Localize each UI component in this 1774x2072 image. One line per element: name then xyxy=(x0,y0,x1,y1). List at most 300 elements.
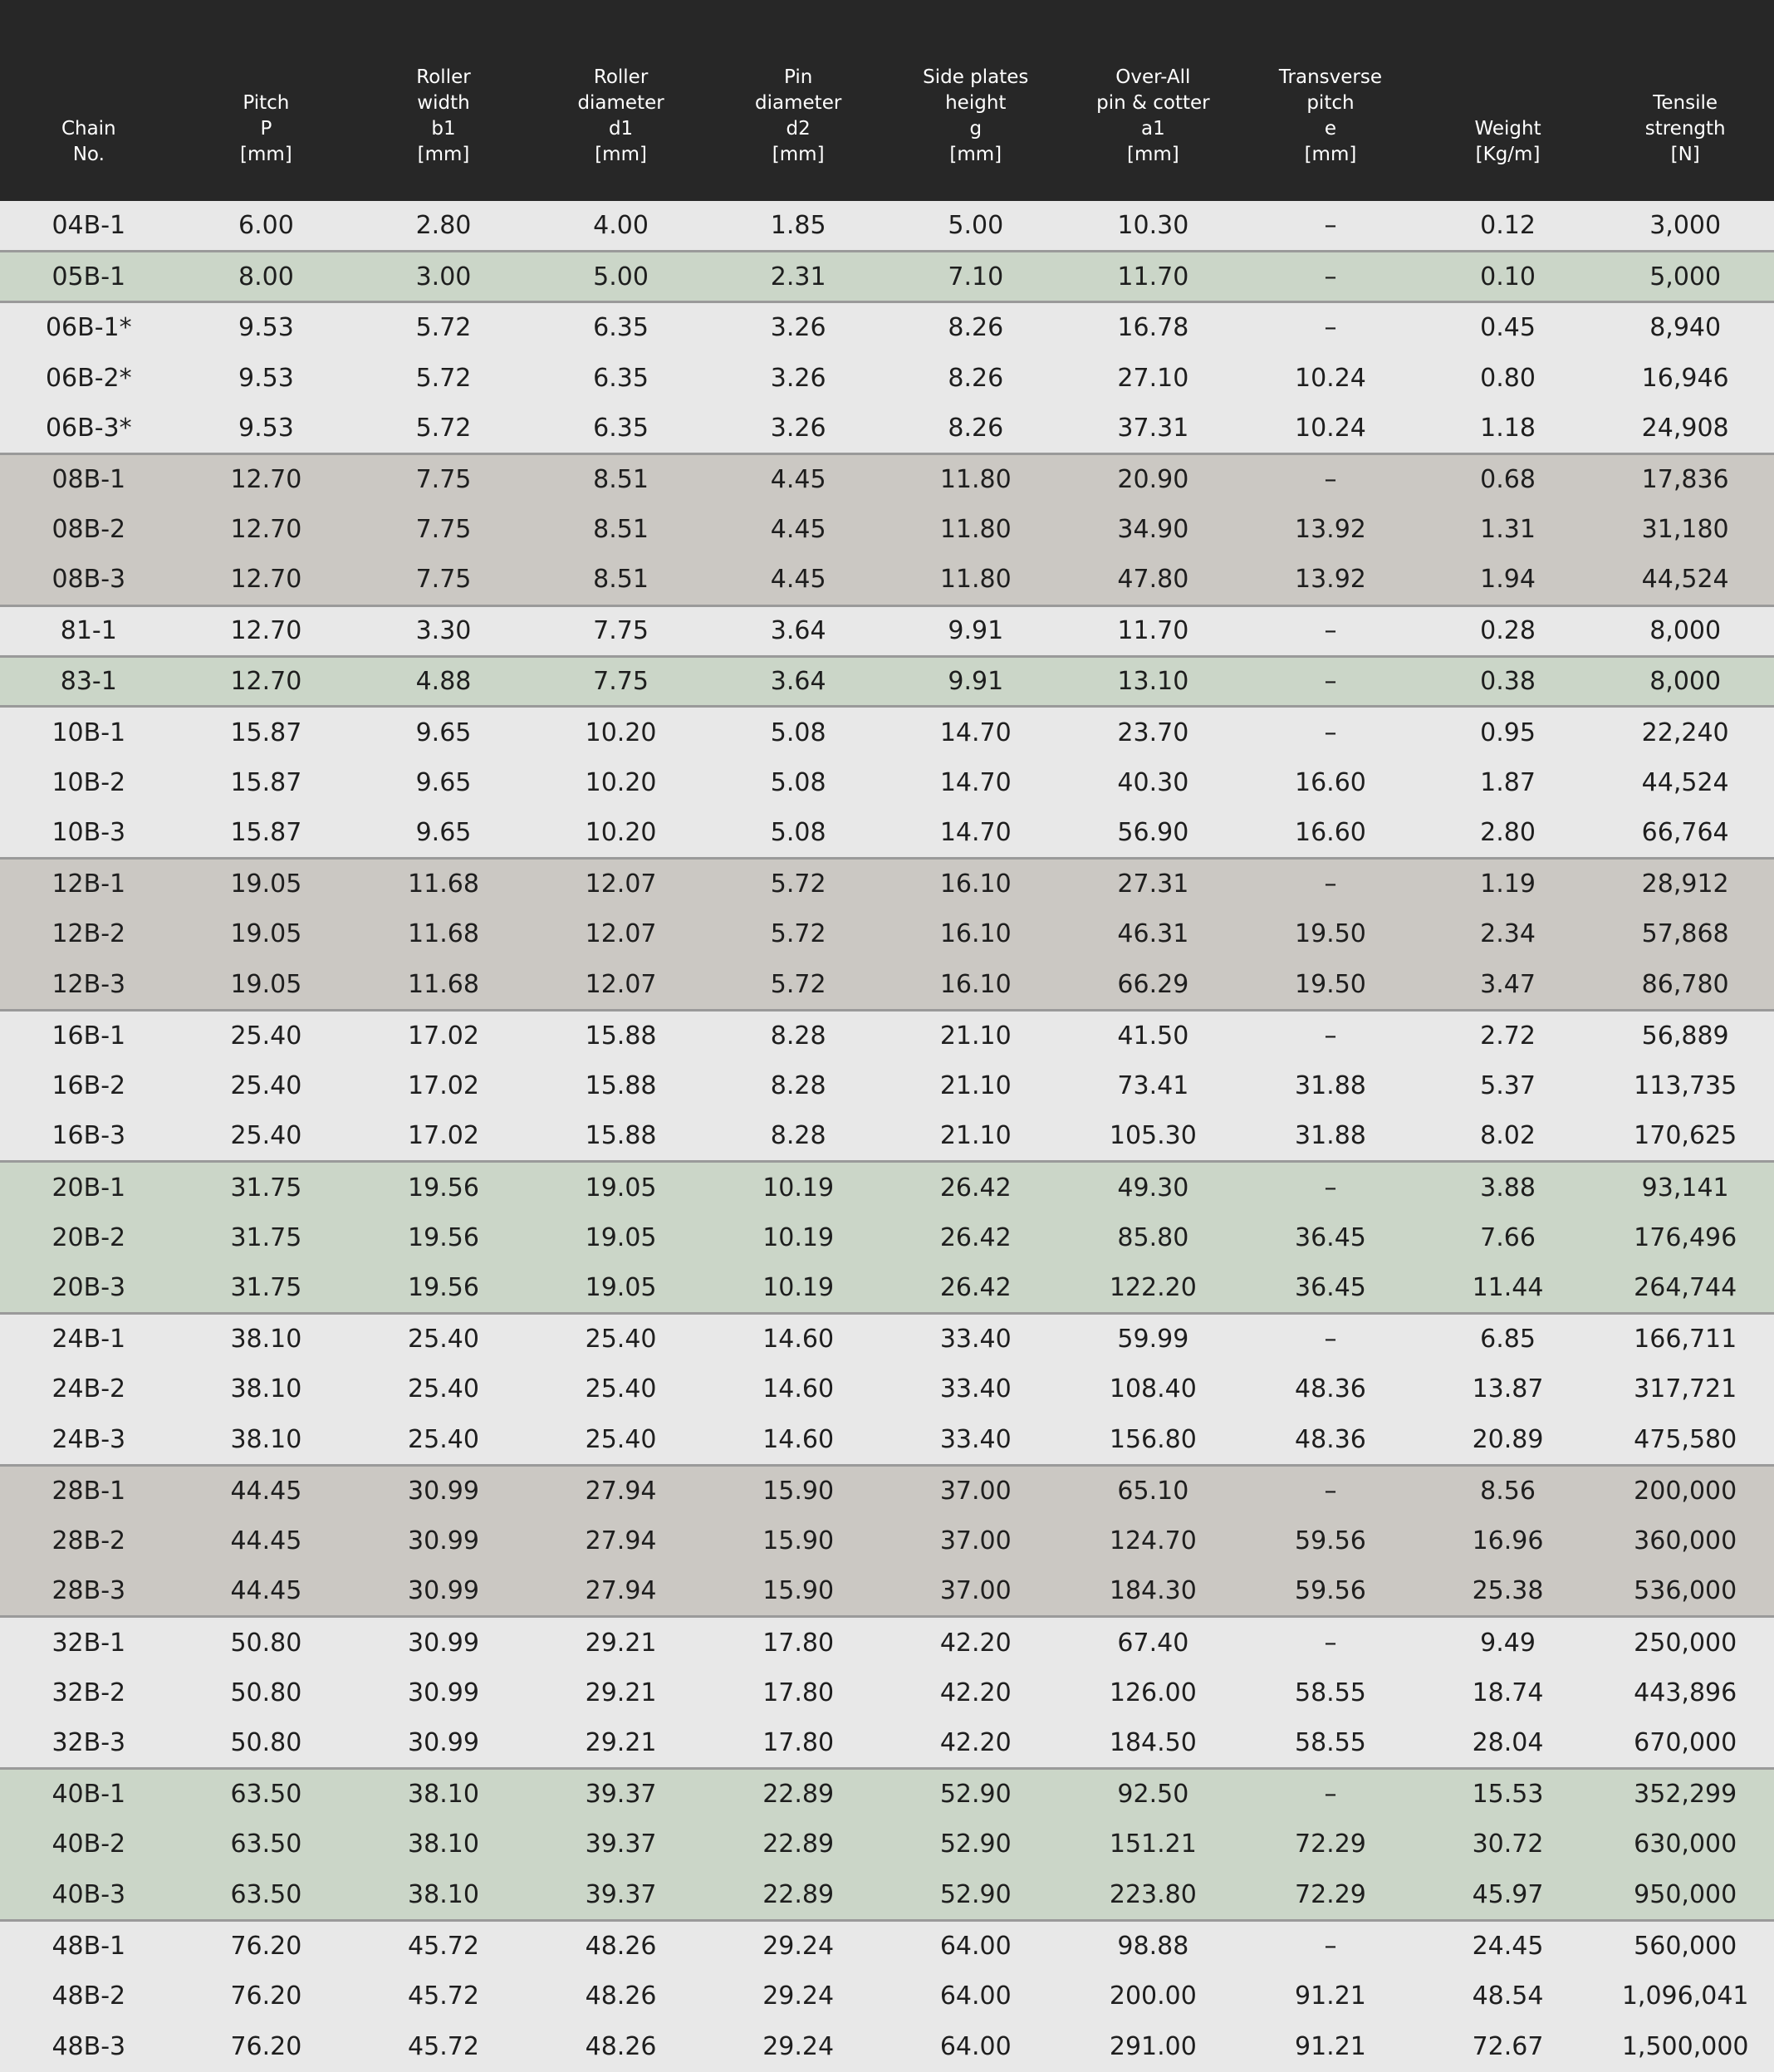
cell-weight: 72.67 xyxy=(1419,2021,1597,2072)
cell-chain-no: 20B-2 xyxy=(0,1212,178,1263)
table-row xyxy=(0,1516,1774,1566)
cell-side-plates-height: 52.90 xyxy=(887,1769,1065,1820)
cell-chain-no: 28B-3 xyxy=(0,1566,178,1617)
table-row xyxy=(0,453,1774,504)
cell-roller-width: 5.72 xyxy=(355,404,532,454)
cell-pitch: 25.40 xyxy=(178,1060,355,1111)
cell-tensile-strength: 670,000 xyxy=(1596,1718,1774,1769)
table-row xyxy=(0,504,1774,555)
cell-roller-diameter: 29.21 xyxy=(532,1668,710,1718)
cell-pin-diameter: 10.19 xyxy=(709,1263,887,1314)
cell-transverse-pitch: 91.21 xyxy=(1242,1971,1419,2021)
cell-transverse-pitch: – xyxy=(1242,1465,1419,1516)
cell-side-plates-height: 8.26 xyxy=(887,302,1065,353)
cell-over-all: 126.00 xyxy=(1065,1668,1242,1718)
cell-roller-width: 5.72 xyxy=(355,353,532,404)
cell-roller-width: 38.10 xyxy=(355,1820,532,1870)
cell-chain-no: 48B-2 xyxy=(0,1971,178,2021)
cell-side-plates-height: 5.00 xyxy=(887,201,1065,252)
cell-side-plates-height: 21.10 xyxy=(887,1111,1065,1162)
cell-chain-no: 40B-1 xyxy=(0,1769,178,1820)
cell-side-plates-height: 33.40 xyxy=(887,1364,1065,1414)
cell-roller-diameter: 39.37 xyxy=(532,1869,710,1920)
cell-chain-no: 83-1 xyxy=(0,656,178,707)
cell-weight: 9.49 xyxy=(1419,1617,1597,1668)
cell-tensile-strength: 8,000 xyxy=(1596,605,1774,656)
cell-weight: 25.38 xyxy=(1419,1566,1597,1617)
cell-roller-width: 17.02 xyxy=(355,1010,532,1060)
cell-pitch: 9.53 xyxy=(178,404,355,454)
cell-chain-no: 08B-1 xyxy=(0,453,178,504)
cell-weight: 0.80 xyxy=(1419,353,1597,404)
cell-roller-width: 38.10 xyxy=(355,1769,532,1820)
cell-tensile-strength: 1,096,041 xyxy=(1596,1971,1774,2021)
cell-chain-no: 06B-2* xyxy=(0,353,178,404)
cell-side-plates-height: 9.91 xyxy=(887,605,1065,656)
cell-side-plates-height: 64.00 xyxy=(887,1971,1065,2021)
table-row xyxy=(0,1668,1774,1718)
cell-roller-width: 30.99 xyxy=(355,1566,532,1617)
cell-transverse-pitch: 91.21 xyxy=(1242,2021,1419,2072)
cell-transverse-pitch: – xyxy=(1242,453,1419,504)
cell-weight: 0.10 xyxy=(1419,252,1597,302)
cell-weight: 24.45 xyxy=(1419,1920,1597,1971)
cell-over-all: 73.41 xyxy=(1065,1060,1242,1111)
cell-tensile-strength: 950,000 xyxy=(1596,1869,1774,1920)
cell-roller-width: 4.88 xyxy=(355,656,532,707)
cell-side-plates-height: 26.42 xyxy=(887,1263,1065,1314)
cell-over-all: 184.50 xyxy=(1065,1718,1242,1769)
cell-tensile-strength: 317,721 xyxy=(1596,1364,1774,1414)
cell-transverse-pitch: 72.29 xyxy=(1242,1820,1419,1870)
cell-side-plates-height: 52.90 xyxy=(887,1869,1065,1920)
cell-roller-diameter: 19.05 xyxy=(532,1162,710,1212)
cell-pin-diameter: 14.60 xyxy=(709,1414,887,1465)
cell-transverse-pitch: – xyxy=(1242,1162,1419,1212)
table-row xyxy=(0,302,1774,353)
cell-chain-no: 20B-1 xyxy=(0,1162,178,1212)
cell-roller-diameter: 25.40 xyxy=(532,1414,710,1465)
cell-side-plates-height: 33.40 xyxy=(887,1414,1065,1465)
cell-pin-diameter: 5.72 xyxy=(709,909,887,959)
cell-tensile-strength: 630,000 xyxy=(1596,1820,1774,1870)
cell-side-plates-height: 37.00 xyxy=(887,1566,1065,1617)
cell-chain-no: 08B-3 xyxy=(0,555,178,605)
cell-roller-diameter: 6.35 xyxy=(532,302,710,353)
cell-transverse-pitch: – xyxy=(1242,656,1419,707)
cell-pin-diameter: 15.90 xyxy=(709,1465,887,1516)
cell-chain-no: 28B-2 xyxy=(0,1516,178,1566)
cell-chain-no: 32B-1 xyxy=(0,1617,178,1668)
cell-transverse-pitch: 58.55 xyxy=(1242,1668,1419,1718)
cell-roller-diameter: 39.37 xyxy=(532,1820,710,1870)
cell-chain-no: 16B-3 xyxy=(0,1111,178,1162)
cell-roller-width: 9.65 xyxy=(355,707,532,757)
cell-over-all: 46.31 xyxy=(1065,909,1242,959)
cell-roller-width: 11.68 xyxy=(355,859,532,909)
cell-roller-diameter: 27.94 xyxy=(532,1516,710,1566)
cell-roller-width: 11.68 xyxy=(355,959,532,1010)
cell-chain-no: 24B-1 xyxy=(0,1314,178,1364)
cell-tensile-strength: 86,780 xyxy=(1596,959,1774,1010)
cell-tensile-strength: 200,000 xyxy=(1596,1465,1774,1516)
cell-transverse-pitch: 36.45 xyxy=(1242,1263,1419,1314)
cell-pin-diameter: 22.89 xyxy=(709,1869,887,1920)
table-row xyxy=(0,707,1774,757)
cell-roller-diameter: 7.75 xyxy=(532,656,710,707)
cell-transverse-pitch: 16.60 xyxy=(1242,808,1419,859)
header-roller-width: Roller width b1 [mm] xyxy=(355,0,532,201)
cell-over-all: 291.00 xyxy=(1065,2021,1242,2072)
table-row xyxy=(0,959,1774,1010)
cell-transverse-pitch: – xyxy=(1242,859,1419,909)
cell-pitch: 76.20 xyxy=(178,2021,355,2072)
cell-pitch: 31.75 xyxy=(178,1162,355,1212)
cell-weight: 45.97 xyxy=(1419,1869,1597,1920)
cell-transverse-pitch: – xyxy=(1242,605,1419,656)
table-row xyxy=(0,1566,1774,1617)
cell-pin-diameter: 8.28 xyxy=(709,1111,887,1162)
cell-over-all: 40.30 xyxy=(1065,757,1242,808)
cell-side-plates-height: 26.42 xyxy=(887,1162,1065,1212)
cell-over-all: 200.00 xyxy=(1065,1971,1242,2021)
cell-weight: 0.38 xyxy=(1419,656,1597,707)
cell-over-all: 122.20 xyxy=(1065,1263,1242,1314)
cell-pin-diameter: 14.60 xyxy=(709,1364,887,1414)
table-row xyxy=(0,1060,1774,1111)
cell-roller-diameter: 8.51 xyxy=(532,555,710,605)
cell-pitch: 50.80 xyxy=(178,1617,355,1668)
cell-transverse-pitch: 31.88 xyxy=(1242,1060,1419,1111)
cell-transverse-pitch: 10.24 xyxy=(1242,353,1419,404)
table-row xyxy=(0,1465,1774,1516)
cell-pitch: 38.10 xyxy=(178,1364,355,1414)
cell-over-all: 108.40 xyxy=(1065,1364,1242,1414)
cell-chain-no: 16B-1 xyxy=(0,1010,178,1060)
cell-tensile-strength: 113,735 xyxy=(1596,1060,1774,1111)
cell-weight: 3.47 xyxy=(1419,959,1597,1010)
header-over-all: Over-All pin & cotter a1 [mm] xyxy=(1065,0,1242,201)
cell-tensile-strength: 166,711 xyxy=(1596,1314,1774,1364)
cell-over-all: 37.31 xyxy=(1065,404,1242,454)
cell-roller-diameter: 29.21 xyxy=(532,1718,710,1769)
cell-pitch: 50.80 xyxy=(178,1668,355,1718)
cell-weight: 1.18 xyxy=(1419,404,1597,454)
cell-pin-diameter: 5.08 xyxy=(709,808,887,859)
cell-transverse-pitch: 36.45 xyxy=(1242,1212,1419,1263)
cell-roller-diameter: 10.20 xyxy=(532,707,710,757)
cell-roller-diameter: 12.07 xyxy=(532,959,710,1010)
cell-pin-diameter: 3.26 xyxy=(709,302,887,353)
header-side-plates-height: Side plates height g [mm] xyxy=(887,0,1065,201)
cell-roller-diameter: 29.21 xyxy=(532,1617,710,1668)
cell-weight: 30.72 xyxy=(1419,1820,1597,1870)
cell-over-all: 23.70 xyxy=(1065,707,1242,757)
cell-over-all: 10.30 xyxy=(1065,201,1242,252)
cell-over-all: 13.10 xyxy=(1065,656,1242,707)
cell-side-plates-height: 11.80 xyxy=(887,453,1065,504)
cell-weight: 3.88 xyxy=(1419,1162,1597,1212)
cell-tensile-strength: 56,889 xyxy=(1596,1010,1774,1060)
cell-chain-no: 16B-2 xyxy=(0,1060,178,1111)
cell-pin-diameter: 8.28 xyxy=(709,1010,887,1060)
cell-over-all: 105.30 xyxy=(1065,1111,1242,1162)
table-row xyxy=(0,555,1774,605)
cell-weight: 1.94 xyxy=(1419,555,1597,605)
cell-roller-diameter: 6.35 xyxy=(532,353,710,404)
cell-tensile-strength: 352,299 xyxy=(1596,1769,1774,1820)
cell-side-plates-height: 33.40 xyxy=(887,1314,1065,1364)
cell-roller-width: 30.99 xyxy=(355,1718,532,1769)
cell-roller-width: 17.02 xyxy=(355,1111,532,1162)
cell-pin-diameter: 17.80 xyxy=(709,1718,887,1769)
cell-pin-diameter: 5.72 xyxy=(709,859,887,909)
cell-pitch: 19.05 xyxy=(178,959,355,1010)
cell-side-plates-height: 42.20 xyxy=(887,1617,1065,1668)
cell-pitch: 63.50 xyxy=(178,1820,355,1870)
cell-weight: 2.34 xyxy=(1419,909,1597,959)
header-tensile-strength: Tensile strength [N] xyxy=(1596,0,1774,201)
cell-chain-no: 12B-1 xyxy=(0,859,178,909)
cell-tensile-strength: 44,524 xyxy=(1596,757,1774,808)
cell-over-all: 156.80 xyxy=(1065,1414,1242,1465)
cell-roller-width: 30.99 xyxy=(355,1668,532,1718)
cell-over-all: 56.90 xyxy=(1065,808,1242,859)
cell-roller-diameter: 5.00 xyxy=(532,252,710,302)
cell-pitch: 6.00 xyxy=(178,201,355,252)
cell-roller-diameter: 6.35 xyxy=(532,404,710,454)
cell-weight: 8.56 xyxy=(1419,1465,1597,1516)
cell-transverse-pitch: 16.60 xyxy=(1242,757,1419,808)
cell-pin-diameter: 22.89 xyxy=(709,1769,887,1820)
table-row xyxy=(0,1718,1774,1769)
cell-tensile-strength: 536,000 xyxy=(1596,1566,1774,1617)
cell-roller-width: 7.75 xyxy=(355,504,532,555)
cell-side-plates-height: 21.10 xyxy=(887,1010,1065,1060)
cell-pin-diameter: 10.19 xyxy=(709,1162,887,1212)
table-row xyxy=(0,404,1774,454)
cell-weight: 18.74 xyxy=(1419,1668,1597,1718)
cell-roller-diameter: 7.75 xyxy=(532,605,710,656)
cell-pitch: 38.10 xyxy=(178,1314,355,1364)
cell-chain-no: 10B-3 xyxy=(0,808,178,859)
cell-pitch: 12.70 xyxy=(178,656,355,707)
cell-chain-no: 32B-3 xyxy=(0,1718,178,1769)
cell-tensile-strength: 31,180 xyxy=(1596,504,1774,555)
cell-tensile-strength: 8,940 xyxy=(1596,302,1774,353)
cell-roller-width: 19.56 xyxy=(355,1212,532,1263)
cell-over-all: 11.70 xyxy=(1065,605,1242,656)
cell-side-plates-height: 7.10 xyxy=(887,252,1065,302)
cell-side-plates-height: 21.10 xyxy=(887,1060,1065,1111)
cell-pitch: 25.40 xyxy=(178,1010,355,1060)
cell-roller-diameter: 10.20 xyxy=(532,757,710,808)
cell-roller-width: 3.00 xyxy=(355,252,532,302)
cell-roller-diameter: 15.88 xyxy=(532,1060,710,1111)
cell-chain-no: 08B-2 xyxy=(0,504,178,555)
cell-roller-diameter: 27.94 xyxy=(532,1566,710,1617)
table-body xyxy=(0,201,1774,2072)
cell-tensile-strength: 170,625 xyxy=(1596,1111,1774,1162)
table-row xyxy=(0,909,1774,959)
cell-tensile-strength: 176,496 xyxy=(1596,1212,1774,1263)
cell-chain-no: 81-1 xyxy=(0,605,178,656)
cell-tensile-strength: 250,000 xyxy=(1596,1617,1774,1668)
cell-over-all: 223.80 xyxy=(1065,1869,1242,1920)
cell-pitch: 19.05 xyxy=(178,909,355,959)
cell-roller-diameter: 48.26 xyxy=(532,1971,710,2021)
cell-pitch: 44.45 xyxy=(178,1465,355,1516)
table-row xyxy=(0,757,1774,808)
cell-pitch: 15.87 xyxy=(178,707,355,757)
cell-pin-diameter: 3.26 xyxy=(709,353,887,404)
cell-pin-diameter: 2.31 xyxy=(709,252,887,302)
cell-side-plates-height: 8.26 xyxy=(887,353,1065,404)
table-row xyxy=(0,1769,1774,1820)
cell-pin-diameter: 1.85 xyxy=(709,201,887,252)
cell-chain-no: 32B-2 xyxy=(0,1668,178,1718)
cell-roller-width: 30.99 xyxy=(355,1617,532,1668)
cell-roller-width: 17.02 xyxy=(355,1060,532,1111)
table-row xyxy=(0,656,1774,707)
cell-roller-width: 9.65 xyxy=(355,757,532,808)
cell-side-plates-height: 16.10 xyxy=(887,909,1065,959)
cell-pin-diameter: 8.28 xyxy=(709,1060,887,1111)
cell-side-plates-height: 14.70 xyxy=(887,808,1065,859)
cell-side-plates-height: 8.26 xyxy=(887,404,1065,454)
cell-over-all: 65.10 xyxy=(1065,1465,1242,1516)
cell-side-plates-height: 64.00 xyxy=(887,1920,1065,1971)
table-row xyxy=(0,1010,1774,1060)
cell-side-plates-height: 14.70 xyxy=(887,707,1065,757)
cell-weight: 7.66 xyxy=(1419,1212,1597,1263)
cell-roller-width: 19.56 xyxy=(355,1162,532,1212)
cell-tensile-strength: 57,868 xyxy=(1596,909,1774,959)
cell-tensile-strength: 16,946 xyxy=(1596,353,1774,404)
cell-roller-diameter: 12.07 xyxy=(532,909,710,959)
cell-pin-diameter: 10.19 xyxy=(709,1212,887,1263)
cell-over-all: 16.78 xyxy=(1065,302,1242,353)
cell-pin-diameter: 15.90 xyxy=(709,1566,887,1617)
cell-tensile-strength: 93,141 xyxy=(1596,1162,1774,1212)
table-row xyxy=(0,1364,1774,1414)
cell-pitch: 31.75 xyxy=(178,1263,355,1314)
cell-chain-no: 48B-3 xyxy=(0,2021,178,2072)
header-row xyxy=(0,0,1774,201)
cell-chain-no: 40B-2 xyxy=(0,1820,178,1870)
cell-roller-width: 25.40 xyxy=(355,1364,532,1414)
cell-pitch: 44.45 xyxy=(178,1566,355,1617)
cell-over-all: 34.90 xyxy=(1065,504,1242,555)
cell-pin-diameter: 5.08 xyxy=(709,757,887,808)
cell-transverse-pitch: – xyxy=(1242,302,1419,353)
cell-roller-diameter: 39.37 xyxy=(532,1769,710,1820)
cell-over-all: 85.80 xyxy=(1065,1212,1242,1263)
cell-pin-diameter: 4.45 xyxy=(709,555,887,605)
cell-roller-width: 9.65 xyxy=(355,808,532,859)
cell-weight: 0.28 xyxy=(1419,605,1597,656)
table-header xyxy=(0,0,1774,201)
cell-roller-diameter: 4.00 xyxy=(532,201,710,252)
cell-transverse-pitch: 59.56 xyxy=(1242,1566,1419,1617)
cell-roller-width: 38.10 xyxy=(355,1869,532,1920)
cell-transverse-pitch: – xyxy=(1242,707,1419,757)
cell-transverse-pitch: 13.92 xyxy=(1242,504,1419,555)
cell-weight: 0.95 xyxy=(1419,707,1597,757)
cell-pin-diameter: 15.90 xyxy=(709,1516,887,1566)
cell-over-all: 41.50 xyxy=(1065,1010,1242,1060)
cell-transverse-pitch: 13.92 xyxy=(1242,555,1419,605)
cell-transverse-pitch: – xyxy=(1242,1617,1419,1668)
table-row xyxy=(0,1212,1774,1263)
cell-roller-diameter: 8.51 xyxy=(532,453,710,504)
cell-tensile-strength: 560,000 xyxy=(1596,1920,1774,1971)
cell-tensile-strength: 66,764 xyxy=(1596,808,1774,859)
cell-weight: 6.85 xyxy=(1419,1314,1597,1364)
header-weight: Weight [Kg/m] xyxy=(1419,0,1597,201)
cell-roller-width: 3.30 xyxy=(355,605,532,656)
cell-weight: 13.87 xyxy=(1419,1364,1597,1414)
cell-roller-width: 7.75 xyxy=(355,453,532,504)
cell-roller-width: 45.72 xyxy=(355,1971,532,2021)
table-row xyxy=(0,252,1774,302)
cell-tensile-strength: 475,580 xyxy=(1596,1414,1774,1465)
cell-pitch: 12.70 xyxy=(178,605,355,656)
cell-transverse-pitch: – xyxy=(1242,252,1419,302)
cell-pin-diameter: 3.64 xyxy=(709,656,887,707)
cell-weight: 2.72 xyxy=(1419,1010,1597,1060)
cell-tensile-strength: 8,000 xyxy=(1596,656,1774,707)
cell-side-plates-height: 52.90 xyxy=(887,1820,1065,1870)
cell-transverse-pitch: 72.29 xyxy=(1242,1869,1419,1920)
cell-chain-no: 20B-3 xyxy=(0,1263,178,1314)
cell-side-plates-height: 64.00 xyxy=(887,2021,1065,2072)
header-pitch: Pitch P [mm] xyxy=(178,0,355,201)
cell-pin-diameter: 3.64 xyxy=(709,605,887,656)
table-row xyxy=(0,859,1774,909)
cell-transverse-pitch: – xyxy=(1242,1769,1419,1820)
cell-weight: 1.19 xyxy=(1419,859,1597,909)
cell-weight: 1.31 xyxy=(1419,504,1597,555)
cell-roller-width: 7.75 xyxy=(355,555,532,605)
cell-tensile-strength: 3,000 xyxy=(1596,201,1774,252)
cell-pitch: 12.70 xyxy=(178,453,355,504)
cell-roller-diameter: 15.88 xyxy=(532,1010,710,1060)
cell-chain-no: 12B-2 xyxy=(0,909,178,959)
cell-roller-diameter: 25.40 xyxy=(532,1314,710,1364)
cell-over-all: 11.70 xyxy=(1065,252,1242,302)
cell-weight: 11.44 xyxy=(1419,1263,1597,1314)
cell-roller-diameter: 48.26 xyxy=(532,1920,710,1971)
cell-pitch: 63.50 xyxy=(178,1869,355,1920)
cell-chain-no: 10B-1 xyxy=(0,707,178,757)
cell-transverse-pitch: 10.24 xyxy=(1242,404,1419,454)
table-row xyxy=(0,1820,1774,1870)
cell-over-all: 59.99 xyxy=(1065,1314,1242,1364)
cell-roller-width: 45.72 xyxy=(355,2021,532,2072)
cell-side-plates-height: 11.80 xyxy=(887,504,1065,555)
cell-pin-diameter: 29.24 xyxy=(709,1920,887,1971)
cell-side-plates-height: 11.80 xyxy=(887,555,1065,605)
cell-roller-width: 25.40 xyxy=(355,1414,532,1465)
cell-transverse-pitch: 59.56 xyxy=(1242,1516,1419,1566)
cell-tensile-strength: 1,500,000 xyxy=(1596,2021,1774,2072)
cell-side-plates-height: 37.00 xyxy=(887,1516,1065,1566)
cell-pitch: 76.20 xyxy=(178,1971,355,2021)
cell-weight: 28.04 xyxy=(1419,1718,1597,1769)
cell-transverse-pitch: 48.36 xyxy=(1242,1414,1419,1465)
table-row xyxy=(0,1971,1774,2021)
